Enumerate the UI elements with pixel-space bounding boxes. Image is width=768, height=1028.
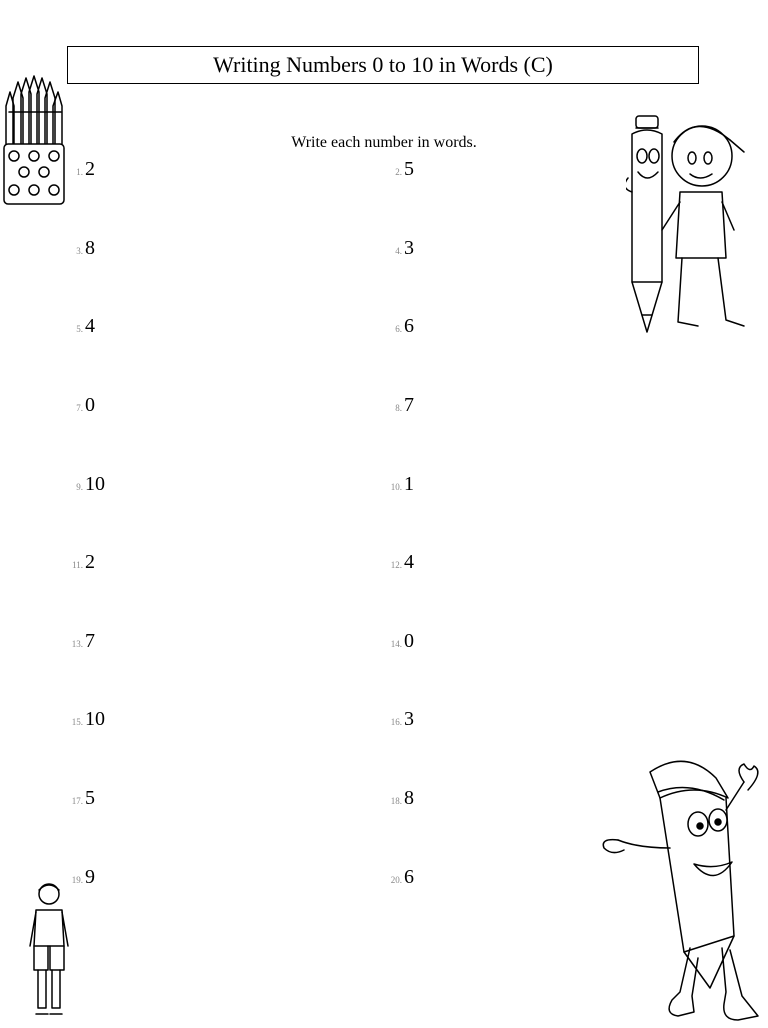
- problem-value: 5: [404, 158, 414, 180]
- problem-number: 2.: [395, 167, 402, 177]
- problem-value: 2: [85, 551, 95, 573]
- problem-20: [386, 866, 414, 889]
- problem-14: [386, 630, 414, 653]
- problem-number: 10.: [390, 482, 402, 492]
- pencil-and-boy-icon: [626, 112, 752, 338]
- problem-11: [67, 551, 95, 574]
- problem-value: 8: [85, 237, 95, 259]
- problem-12: [386, 551, 414, 574]
- problem-number: 19.: [71, 875, 83, 885]
- problem-number: 15.: [71, 717, 83, 727]
- waving-pencil-icon: [598, 752, 768, 1024]
- problem-number: 16.: [390, 717, 402, 727]
- problem-number: 6.: [395, 324, 402, 334]
- problem-value: 5: [85, 787, 95, 809]
- problem-18: [386, 787, 414, 810]
- problem-number: 1.: [76, 167, 83, 177]
- problem-value: 6: [404, 866, 414, 888]
- problem-2: [386, 158, 414, 181]
- problem-number: 14.: [390, 639, 402, 649]
- problem-number: 9.: [76, 482, 83, 492]
- problem-number: 3.: [76, 246, 83, 256]
- problem-number: 12.: [390, 560, 402, 570]
- problem-number: 4.: [395, 246, 402, 256]
- problem-13: [67, 630, 95, 653]
- problem-value: 6: [404, 315, 414, 337]
- problem-16: [386, 708, 414, 731]
- problem-value: 9: [85, 866, 95, 888]
- problem-10: [386, 473, 414, 496]
- problem-number: 17.: [71, 796, 83, 806]
- pencil-cup-icon: [0, 72, 68, 208]
- problem-value: 3: [404, 708, 414, 730]
- problem-value: 4: [85, 315, 95, 337]
- problem-7: [67, 394, 95, 417]
- problem-8: [386, 394, 414, 417]
- problem-1: [67, 158, 95, 181]
- problem-value: 4: [404, 551, 414, 573]
- problem-number: 18.: [390, 796, 402, 806]
- problem-value: 8: [404, 787, 414, 809]
- problem-value: 0: [85, 394, 95, 416]
- problem-value: 2: [85, 158, 95, 180]
- problem-value: 10: [85, 708, 105, 730]
- problem-number: 11.: [72, 560, 83, 570]
- problem-value: 7: [404, 394, 414, 416]
- problem-4: [386, 237, 414, 260]
- problem-value: 7: [85, 630, 95, 652]
- problem-value: 3: [404, 237, 414, 259]
- instructions: Write each number in words.: [291, 134, 477, 151]
- problem-5: [67, 315, 95, 338]
- problem-number: 8.: [395, 403, 402, 413]
- problem-value: 1: [404, 473, 414, 495]
- problem-number: 7.: [76, 403, 83, 413]
- worksheet-title: Writing Numbers 0 to 10 in Words (C): [67, 46, 699, 84]
- problem-17: [67, 787, 95, 810]
- problem-15: [67, 708, 105, 731]
- problem-9: [67, 473, 105, 496]
- problem-number: 5.: [76, 324, 83, 334]
- problem-number: 13.: [71, 639, 83, 649]
- problem-number: 20.: [390, 875, 402, 885]
- problem-value: 10: [85, 473, 105, 495]
- standing-boy-icon: [26, 880, 72, 1020]
- problem-6: [386, 315, 414, 338]
- problem-value: 0: [404, 630, 414, 652]
- problem-3: [67, 237, 95, 260]
